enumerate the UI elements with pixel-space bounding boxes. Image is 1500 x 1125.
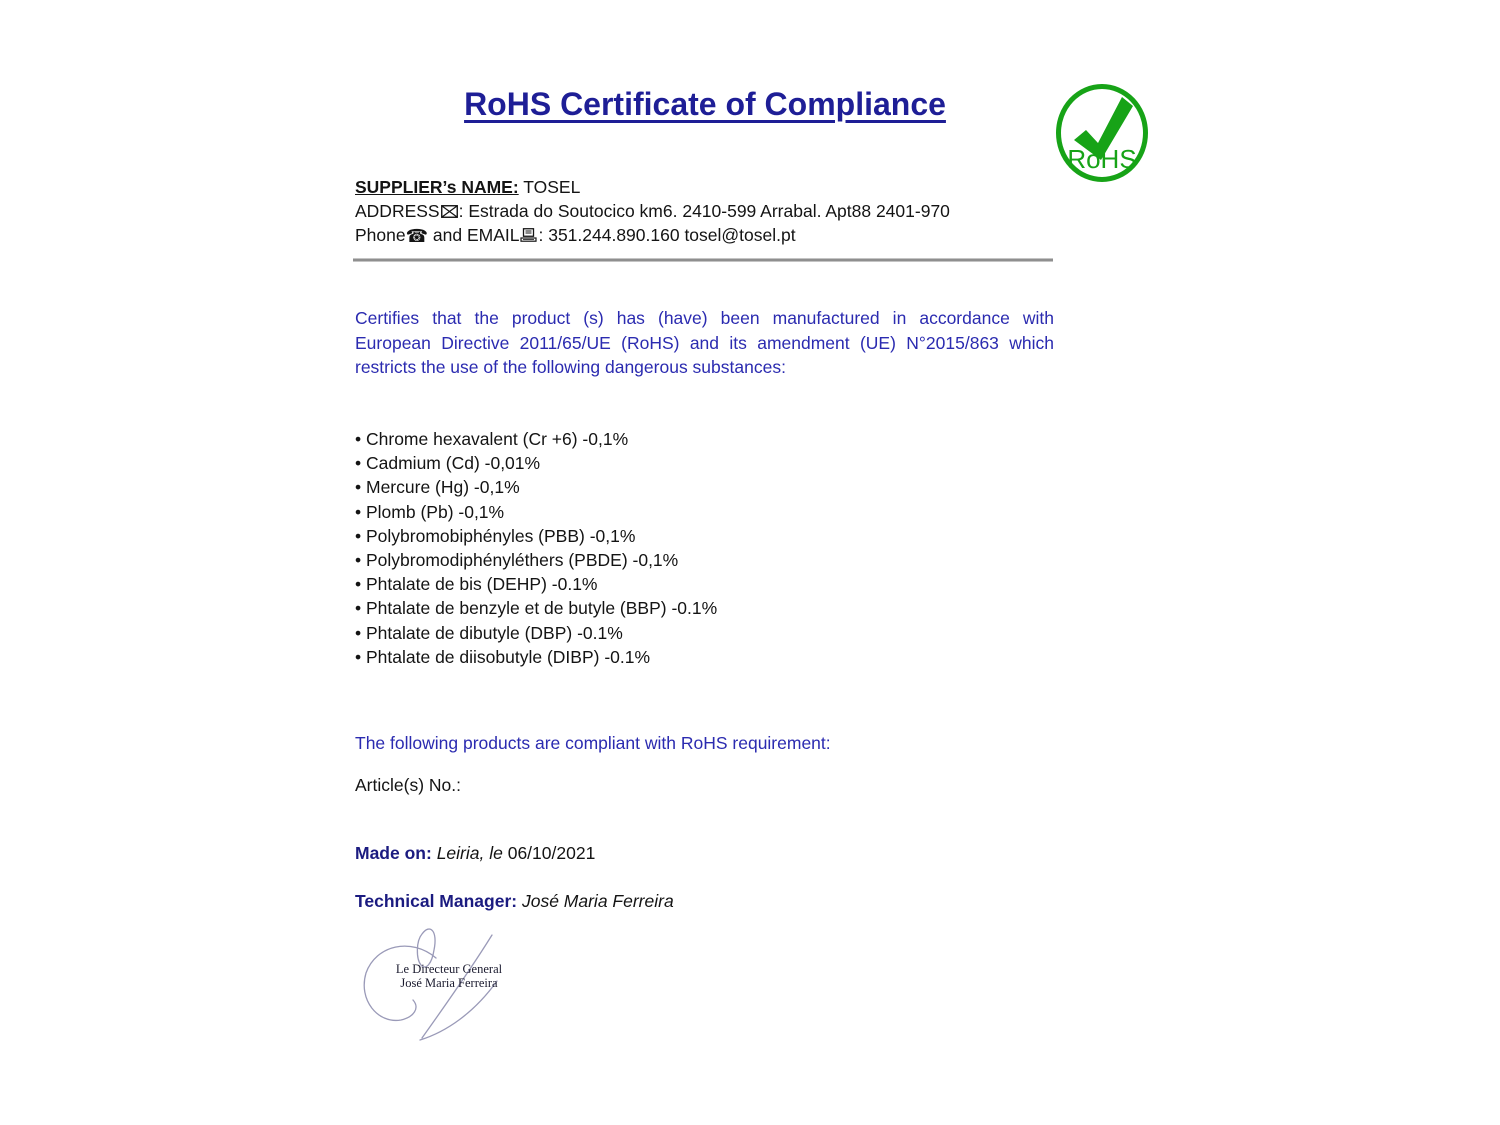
list-item: • Polybromodiphényléthers (PBDE) -0,1% bbox=[355, 548, 1075, 572]
phone-label: Phone bbox=[355, 225, 406, 245]
rohs-check-icon bbox=[1054, 83, 1150, 183]
made-on-line bbox=[355, 843, 1075, 864]
supplier-block bbox=[355, 175, 1075, 247]
phone-icon: ☎ bbox=[405, 226, 429, 246]
supplier-address-line bbox=[355, 199, 1075, 223]
supplier-name-line bbox=[355, 175, 1075, 199]
certification-line: European Directive 2011/65/UE (RoHS) and its amendment (UE) N°2015/863 which bbox=[355, 332, 1054, 353]
address-value: : Estrada do Soutocico km6. 2410-599 Arrabal. Apt88 2401-970 bbox=[458, 201, 950, 221]
technical-manager-line bbox=[355, 891, 1075, 912]
list-item: • Cadmium (Cd) -0,01% bbox=[355, 451, 1075, 475]
certification-line: restricts the use of the following dangerous substances: bbox=[355, 357, 786, 377]
made-on-date: 06/10/2021 bbox=[507, 843, 596, 863]
list-item: • Mercure (Hg) -0,1% bbox=[355, 475, 1075, 499]
list-item: • Phtalate de bis (DEHP) -0.1% bbox=[355, 572, 1075, 596]
signature-text bbox=[386, 962, 512, 990]
technical-manager-label: Technical Manager: bbox=[355, 891, 518, 911]
technical-manager-name: José Maria Ferreira bbox=[521, 891, 674, 911]
rohs-logo bbox=[1054, 83, 1150, 183]
page-title: RoHS Certificate of Compliance bbox=[464, 86, 946, 122]
list-item: • Phtalate de diisobutyle (DIBP) -0.1% bbox=[355, 645, 1075, 669]
substances-list bbox=[355, 427, 1075, 669]
list-item: • Chrome hexavalent (Cr +6) -0,1% bbox=[355, 427, 1075, 451]
certification-line: Certifies that the product (s) has (have) been manufactured in accordance with bbox=[355, 308, 1054, 328]
section-divider bbox=[353, 258, 1053, 262]
supplier-name-label: SUPPLIER’s NAME: bbox=[355, 177, 519, 197]
made-on-place: Leiria, le bbox=[436, 843, 503, 863]
signature-title: Le Directeur General bbox=[395, 962, 503, 976]
supplier-name-value: TOSEL bbox=[523, 177, 581, 197]
computer-icon bbox=[520, 228, 537, 242]
list-item: • Plomb (Pb) -0,1% bbox=[355, 500, 1075, 524]
envelope-icon bbox=[441, 205, 458, 218]
list-item: • Phtalate de benzyle et de butyle (BBP) -0.1% bbox=[355, 596, 1075, 620]
article-number-label: Article(s) No.: bbox=[355, 775, 461, 795]
email-label: and EMAIL bbox=[428, 225, 520, 245]
address-label: ADDRESS bbox=[355, 201, 440, 221]
rohs-logo-label: RoHS bbox=[1067, 144, 1137, 174]
contact-value: : 351.244.890.160 tosel@tosel.pt bbox=[538, 225, 796, 245]
supplier-contact-line bbox=[355, 223, 1075, 247]
signature-block bbox=[356, 916, 506, 1051]
compliance-statement: The following products are compliant with RoHS requirement: bbox=[355, 733, 831, 753]
list-item: • Polybromobiphényles (PBB) -0,1% bbox=[355, 524, 1075, 548]
signature-name: José Maria Ferreira bbox=[400, 976, 498, 990]
certification-paragraph bbox=[355, 306, 1054, 380]
made-on-label: Made on: bbox=[355, 843, 432, 863]
list-item: • Phtalate de dibutyle (DBP) -0.1% bbox=[355, 621, 1075, 645]
